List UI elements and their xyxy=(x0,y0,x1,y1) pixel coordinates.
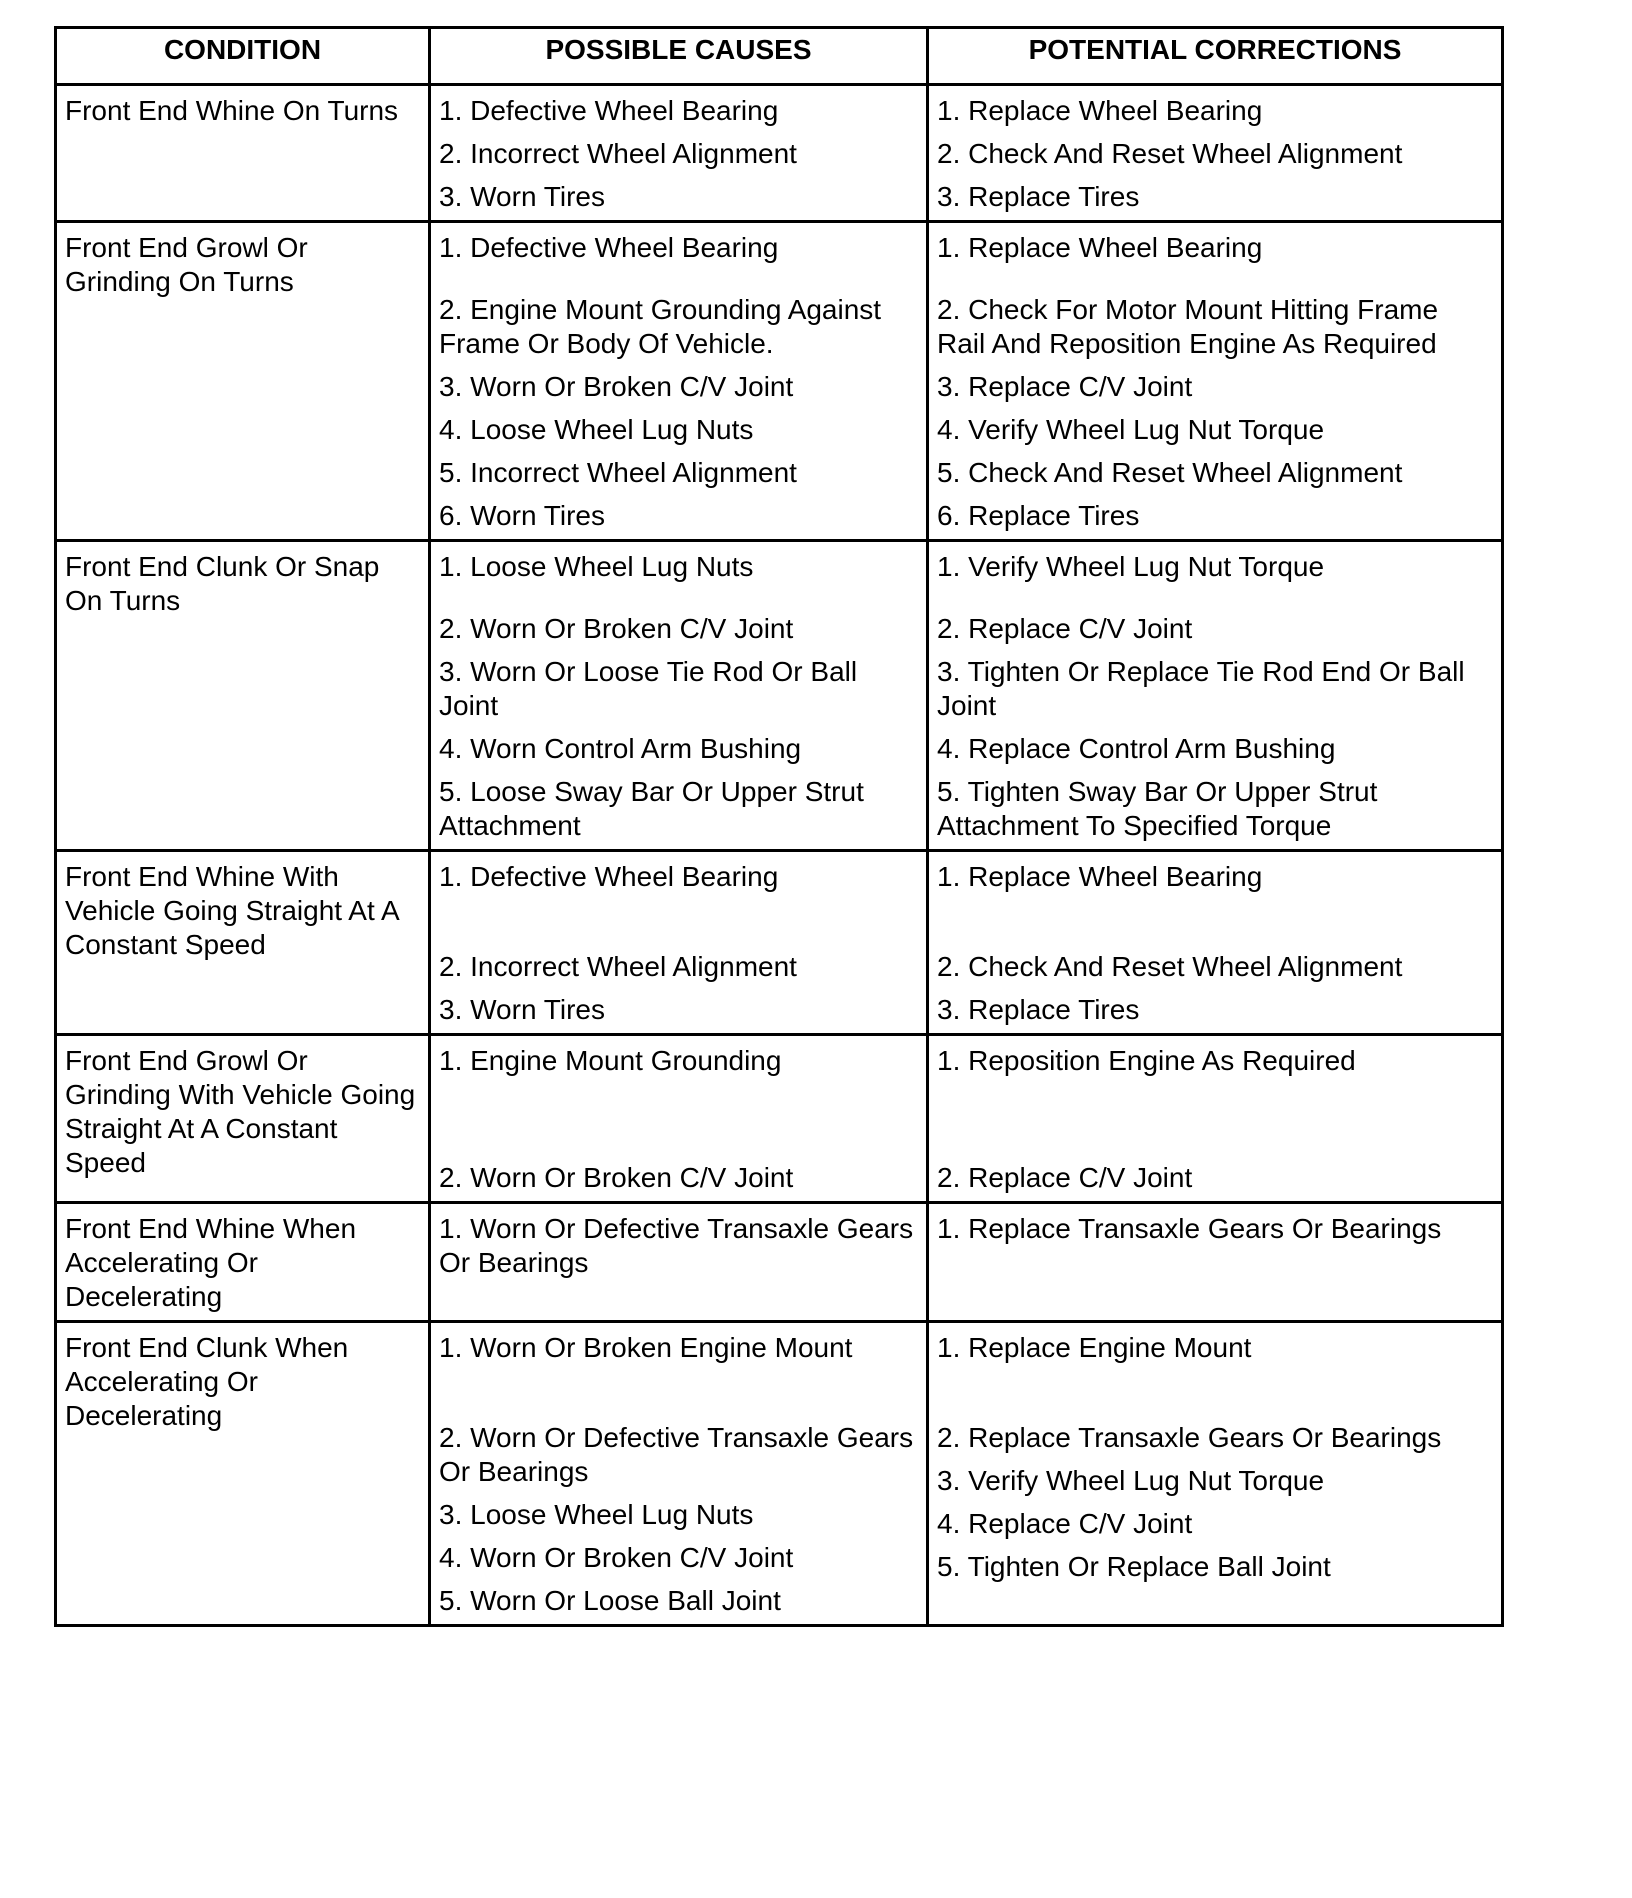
correction-item: 3. Replace Tires xyxy=(937,994,1140,1025)
causes-cell xyxy=(430,222,928,541)
correction-item: 1. Replace Engine Mount xyxy=(937,1332,1252,1363)
cause-item: 1. Defective Wheel Bearing xyxy=(439,861,779,892)
corrections-cell xyxy=(928,1035,1503,1203)
causes-cell xyxy=(430,1203,928,1322)
correction-item: 2. Replace C/V Joint xyxy=(937,613,1193,644)
cause-item: 1. Loose Wheel Lug Nuts xyxy=(439,551,754,582)
cause-item: 5. Incorrect Wheel Alignment xyxy=(439,457,797,488)
cause-item: 5. Worn Or Loose Ball Joint xyxy=(439,1585,781,1616)
cause-item: 4. Worn Or Broken C/V Joint xyxy=(439,1542,794,1573)
causes-cell xyxy=(430,1035,928,1203)
condition-text: Front End Growl Or Grinding With Vehicle Going Straight At A Constant Speed xyxy=(65,1045,416,1178)
condition-cell xyxy=(56,851,430,1035)
correction-item: 1. Verify Wheel Lug Nut Torque xyxy=(937,551,1325,582)
condition-cell xyxy=(56,85,430,222)
diagnosis-table xyxy=(54,26,1504,1627)
cause-item: 2. Incorrect Wheel Alignment xyxy=(439,951,797,982)
table-row xyxy=(56,85,1503,222)
causes-cell xyxy=(430,541,928,851)
cause-item: 4. Loose Wheel Lug Nuts xyxy=(439,414,754,445)
causes-cell xyxy=(430,85,928,222)
correction-item: 1. Replace Wheel Bearing xyxy=(937,232,1263,263)
correction-item: 4. Verify Wheel Lug Nut Torque xyxy=(937,414,1325,445)
correction-item: 2. Replace Transaxle Gears Or Bearings xyxy=(937,1422,1442,1453)
table-row xyxy=(56,1035,1503,1203)
condition-text: Front End Clunk When Accelerating Or Decelerating xyxy=(65,1332,349,1431)
correction-item: 3. Verify Wheel Lug Nut Torque xyxy=(937,1465,1325,1496)
condition-cell xyxy=(56,222,430,541)
header-condition: CONDITION xyxy=(56,28,430,85)
corrections-cell xyxy=(928,222,1503,541)
correction-item: 2. Check For Motor Mount Hitting Frame Rail And Reposition Engine As Required xyxy=(937,294,1439,359)
correction-item: 3. Replace C/V Joint xyxy=(937,371,1193,402)
correction-item: 1. Replace Wheel Bearing xyxy=(937,861,1263,892)
cause-item: 1. Engine Mount Grounding xyxy=(439,1045,782,1076)
correction-item: 5. Check And Reset Wheel Alignment xyxy=(937,457,1403,488)
cause-item: 1. Worn Or Defective Transaxle Gears Or Bearings xyxy=(439,1213,914,1278)
cause-item: 1. Worn Or Broken Engine Mount xyxy=(439,1332,853,1363)
cause-item: 2. Worn Or Broken C/V Joint xyxy=(439,1162,794,1193)
header-potential-corrections: POTENTIAL CORRECTIONS xyxy=(928,28,1503,85)
corrections-cell xyxy=(928,1322,1503,1626)
correction-item: 1. Replace Wheel Bearing xyxy=(937,95,1263,126)
condition-text: Front End Whine With Vehicle Going Straight At A Constant Speed xyxy=(65,861,399,960)
correction-item: 5. Tighten Sway Bar Or Upper Strut Attachment To Specified Torque xyxy=(937,776,1378,841)
cause-item: 2. Worn Or Defective Transaxle Gears Or Bearings xyxy=(439,1422,914,1487)
table-row xyxy=(56,1203,1503,1322)
table-row xyxy=(56,541,1503,851)
correction-item: 5. Tighten Or Replace Ball Joint xyxy=(937,1551,1331,1582)
correction-item: 3. Replace Tires xyxy=(937,181,1140,212)
table-body xyxy=(56,85,1503,1626)
condition-cell xyxy=(56,1035,430,1203)
cause-item: 2. Incorrect Wheel Alignment xyxy=(439,138,797,169)
correction-item: 3. Tighten Or Replace Tie Rod End Or Ball Joint xyxy=(937,656,1465,721)
cause-item: 3. Worn Or Broken C/V Joint xyxy=(439,371,794,402)
cause-item: 2. Worn Or Broken C/V Joint xyxy=(439,613,794,644)
correction-item: 1. Reposition Engine As Required xyxy=(937,1045,1356,1076)
cause-item: 1. Defective Wheel Bearing xyxy=(439,232,779,263)
condition-text: Front End Growl Or Grinding On Turns xyxy=(65,232,308,297)
correction-item: 4. Replace C/V Joint xyxy=(937,1508,1193,1539)
cause-item: 1. Defective Wheel Bearing xyxy=(439,95,779,126)
table-row xyxy=(56,222,1503,541)
cause-item: 2. Engine Mount Grounding Against Frame Or Body Of Vehicle. xyxy=(439,294,882,359)
table-row xyxy=(56,1322,1503,1626)
correction-item: 1. Replace Transaxle Gears Or Bearings xyxy=(937,1213,1442,1244)
condition-text: Front End Clunk Or Snap On Turns xyxy=(65,551,380,616)
corrections-cell xyxy=(928,1203,1503,1322)
cause-item: 5. Loose Sway Bar Or Upper Strut Attachment xyxy=(439,776,864,841)
correction-item: 6. Replace Tires xyxy=(937,500,1140,531)
header-row xyxy=(56,28,1503,85)
header-possible-causes: POSSIBLE CAUSES xyxy=(430,28,928,85)
correction-item: 2. Check And Reset Wheel Alignment xyxy=(937,138,1403,169)
corrections-cell xyxy=(928,851,1503,1035)
table-row xyxy=(56,851,1503,1035)
cause-item: 3. Worn Or Loose Tie Rod Or Ball Joint xyxy=(439,656,858,721)
correction-item: 4. Replace Control Arm Bushing xyxy=(937,733,1336,764)
causes-cell xyxy=(430,851,928,1035)
cause-item: 3. Worn Tires xyxy=(439,181,605,212)
cause-item: 6. Worn Tires xyxy=(439,500,605,531)
cause-item: 3. Loose Wheel Lug Nuts xyxy=(439,1499,754,1530)
condition-cell xyxy=(56,1322,430,1626)
condition-text: Front End Whine When Accelerating Or Decelerating xyxy=(65,1213,357,1312)
correction-item: 2. Replace C/V Joint xyxy=(937,1162,1193,1193)
condition-cell xyxy=(56,1203,430,1322)
corrections-cell xyxy=(928,541,1503,851)
correction-item: 2. Check And Reset Wheel Alignment xyxy=(937,951,1403,982)
cause-item: 3. Worn Tires xyxy=(439,994,605,1025)
condition-cell xyxy=(56,541,430,851)
causes-cell xyxy=(430,1322,928,1626)
cause-item: 4. Worn Control Arm Bushing xyxy=(439,733,802,764)
condition-text: Front End Whine On Turns xyxy=(65,95,399,126)
corrections-cell xyxy=(928,85,1503,222)
